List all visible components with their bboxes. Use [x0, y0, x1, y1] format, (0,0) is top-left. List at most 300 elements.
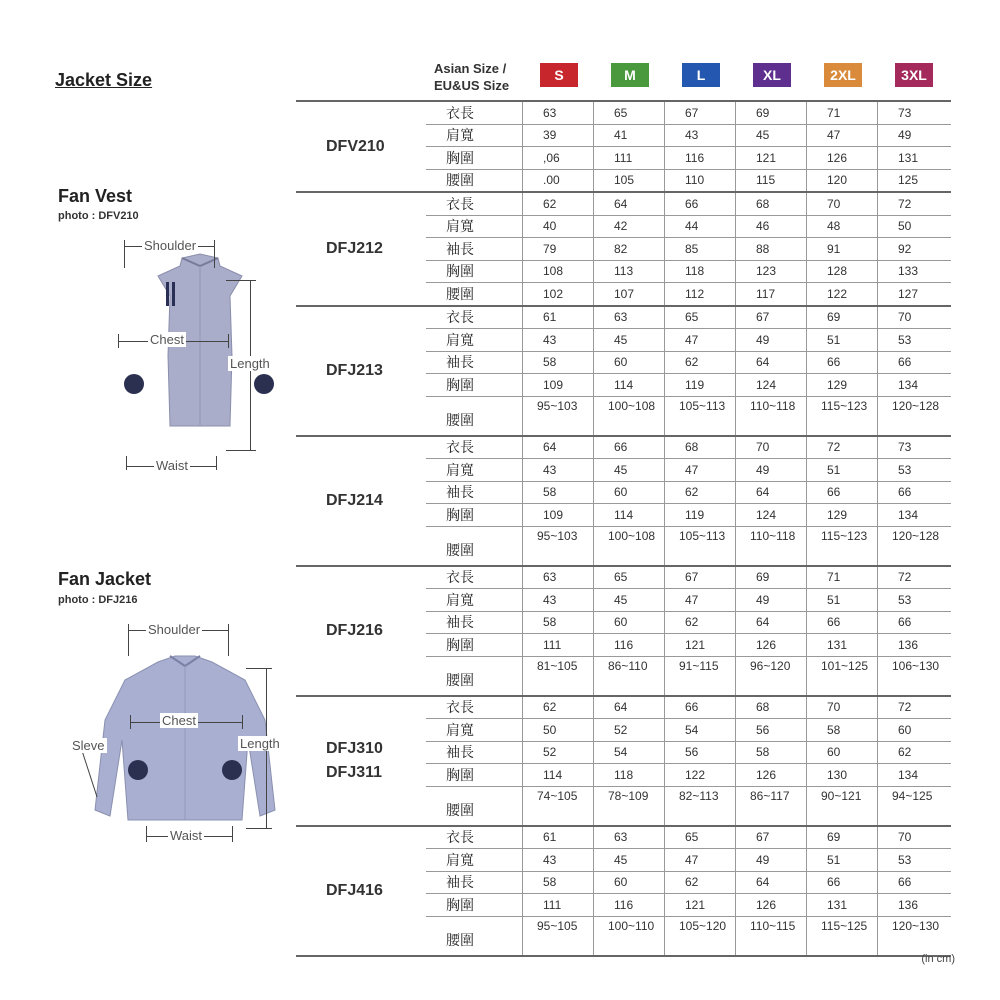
size-value-cell: 53 — [877, 329, 948, 351]
size-value-cell: 51 — [806, 329, 877, 351]
table-row — [426, 872, 951, 895]
size-value-cell: 64 — [593, 697, 664, 719]
size-value-cell: 91 — [806, 238, 877, 260]
size-value-cell: 60 — [593, 612, 664, 634]
size-value-cell: 71 — [806, 567, 877, 589]
size-value-cell: 126 — [735, 894, 806, 916]
size-value-cell: 69 — [806, 307, 877, 329]
size-value-cell: 63 — [522, 567, 593, 589]
vest-measurement-figure — [110, 236, 290, 476]
size-value-cell: 50 — [877, 216, 948, 238]
model-block — [296, 305, 951, 435]
table-row — [426, 634, 951, 657]
size-value-cell: 85 — [664, 238, 735, 260]
model-name: DFJ214 — [326, 491, 383, 509]
size-value-cell: 124 — [735, 374, 806, 396]
size-value-cell: 70 — [877, 827, 948, 849]
size-value-cell: 133 — [877, 261, 948, 283]
size-value-cell: 117 — [735, 283, 806, 305]
measurement-label: 肩寬 — [446, 591, 474, 608]
size-value-cell: 65 — [664, 307, 735, 329]
measurement-label: 腰圍 — [446, 671, 474, 688]
size-value-cell: 126 — [735, 634, 806, 656]
size-value-cell: 51 — [806, 589, 877, 611]
size-badge-l: L — [682, 63, 720, 87]
size-value-cell: 65 — [664, 827, 735, 849]
size-value-cell: 64 — [735, 482, 806, 504]
measurement-label: 袖長 — [446, 744, 474, 761]
size-value-cell: 94~125 — [877, 787, 948, 825]
size-value-cell: 49 — [735, 329, 806, 351]
size-value-cell: 131 — [806, 634, 877, 656]
measurement-label: 衣長 — [446, 309, 474, 326]
size-value-cell: 64 — [522, 437, 593, 459]
size-value-cell: 68 — [735, 697, 806, 719]
vest-waist-label: Waist — [156, 458, 189, 473]
size-value-cell: 63 — [522, 102, 593, 124]
size-value-cell: 134 — [877, 764, 948, 786]
measurement-label: 胸圍 — [446, 766, 474, 783]
size-value-cell: 52 — [593, 719, 664, 741]
table-row — [426, 589, 951, 612]
size-badge-s: S — [540, 63, 578, 87]
size-value-cell: 73 — [877, 437, 948, 459]
size-value-cell: 39 — [522, 125, 593, 147]
table-row — [426, 307, 951, 330]
size-value-cell: 69 — [735, 567, 806, 589]
model-block — [296, 100, 951, 191]
size-value-cell: 64 — [735, 352, 806, 374]
size-value-cell: 62 — [877, 742, 948, 764]
table-row — [426, 482, 951, 505]
vest-chest-label: Chest — [150, 332, 184, 347]
size-value-cell: 115~123 — [806, 397, 877, 435]
measurement-label: 腰圍 — [446, 285, 474, 302]
size-value-cell: 119 — [664, 504, 735, 526]
size-value-cell: 109 — [522, 504, 593, 526]
size-value-cell: 130 — [806, 764, 877, 786]
size-value-cell: 43 — [664, 125, 735, 147]
size-value-cell: 121 — [664, 894, 735, 916]
size-value-cell: 61 — [522, 307, 593, 329]
measurement-label: 袖長 — [446, 874, 474, 891]
size-value-cell: 131 — [806, 894, 877, 916]
size-value-cell: 114 — [522, 764, 593, 786]
jacket-measurement-figure — [70, 620, 300, 850]
size-value-cell: 45 — [593, 589, 664, 611]
size-value-cell: 111 — [522, 634, 593, 656]
size-value-cell: 40 — [522, 216, 593, 238]
model-name: DFJ416 — [326, 881, 383, 899]
measurement-label: 衣長 — [446, 104, 474, 121]
size-badge-xl: XL — [753, 63, 791, 87]
measurement-label: 肩寬 — [446, 721, 474, 738]
vest-photo-caption: photo : DFV210 — [58, 210, 139, 222]
measurement-label: 衣長 — [446, 829, 474, 846]
size-value-cell: 45 — [735, 125, 806, 147]
size-value-cell: 136 — [877, 634, 948, 656]
size-value-cell: 78~109 — [593, 787, 664, 825]
table-row — [426, 742, 951, 765]
size-value-cell: 121 — [664, 634, 735, 656]
size-value-cell: 115~125 — [806, 917, 877, 955]
size-value-cell: 122 — [806, 283, 877, 305]
size-value-cell: 82 — [593, 238, 664, 260]
table-row — [426, 527, 951, 565]
size-value-cell: 56 — [735, 719, 806, 741]
model-name: DFJ213 — [326, 361, 383, 379]
measurement-label: 胸圍 — [446, 636, 474, 653]
jacket-shoulder-label: Shoulder — [148, 622, 201, 637]
table-row — [426, 894, 951, 917]
size-value-cell: ,06 — [522, 147, 593, 169]
table-row — [426, 147, 951, 170]
measurement-label: 衣長 — [446, 569, 474, 586]
size-value-cell: 111 — [593, 147, 664, 169]
size-value-cell: 79 — [522, 238, 593, 260]
size-value-cell: 95~103 — [522, 397, 593, 435]
size-value-cell: 67 — [664, 567, 735, 589]
size-value-cell: 66 — [877, 612, 948, 634]
vest-section-title: Fan Vest — [58, 186, 133, 206]
size-value-cell: 72 — [877, 697, 948, 719]
size-badge-m: M — [611, 63, 649, 87]
size-value-cell: 66 — [877, 482, 948, 504]
measurement-label: 腰圍 — [446, 541, 474, 558]
size-value-cell: 123 — [735, 261, 806, 283]
size-value-cell: 72 — [806, 437, 877, 459]
size-chart-table — [296, 58, 951, 957]
size-value-cell: .00 — [522, 170, 593, 192]
size-value-cell: 47 — [806, 125, 877, 147]
size-value-cell: 60 — [877, 719, 948, 741]
table-row — [426, 238, 951, 261]
size-value-cell: 67 — [735, 307, 806, 329]
measurement-label: 腰圍 — [446, 411, 474, 428]
size-value-cell: 62 — [522, 697, 593, 719]
size-value-cell: 60 — [806, 742, 877, 764]
size-value-cell: 62 — [664, 872, 735, 894]
jacket-waist-label: Waist — [170, 828, 203, 843]
size-value-cell: 74~105 — [522, 787, 593, 825]
size-value-cell: 110~118 — [735, 527, 806, 565]
size-value-cell: 53 — [877, 459, 948, 481]
model-block — [296, 565, 951, 695]
model-name: DFV210 — [326, 137, 385, 155]
jacket-length-label: Length — [240, 736, 280, 751]
measurement-label: 袖長 — [446, 484, 474, 501]
size-value-cell: 47 — [664, 589, 735, 611]
model-block — [296, 825, 951, 955]
size-value-cell: 112 — [664, 283, 735, 305]
table-row — [426, 612, 951, 635]
size-value-cell: 47 — [664, 329, 735, 351]
size-value-cell: 67 — [735, 827, 806, 849]
table-row — [426, 397, 951, 435]
size-value-cell: 63 — [593, 827, 664, 849]
size-value-cell: 62 — [664, 612, 735, 634]
jacket-photo-caption: photo : DFJ216 — [58, 594, 138, 606]
size-value-cell: 81~105 — [522, 657, 593, 695]
size-value-cell: 68 — [735, 193, 806, 215]
size-value-cell: 42 — [593, 216, 664, 238]
size-value-cell: 58 — [522, 612, 593, 634]
table-row — [426, 437, 951, 460]
model-blocks — [296, 100, 951, 955]
vest-length-label: Length — [230, 356, 270, 371]
size-value-cell: 116 — [664, 147, 735, 169]
size-value-cell: 100~108 — [593, 397, 664, 435]
jacket-sleeve-label: Sleve — [72, 738, 105, 753]
size-value-cell: 65 — [593, 102, 664, 124]
size-value-cell: 58 — [522, 352, 593, 374]
size-value-cell: 44 — [664, 216, 735, 238]
size-value-cell: 43 — [522, 329, 593, 351]
table-row — [426, 697, 951, 720]
measurement-label: 胸圍 — [446, 376, 474, 393]
size-value-cell: 69 — [806, 827, 877, 849]
size-value-cell: 47 — [664, 849, 735, 871]
measurement-label: 腰圍 — [446, 931, 474, 948]
size-value-cell: 134 — [877, 374, 948, 396]
size-value-cell: 105~113 — [664, 527, 735, 565]
size-value-cell: 119 — [664, 374, 735, 396]
table-row — [426, 459, 951, 482]
size-value-cell: 114 — [593, 374, 664, 396]
size-value-cell: 100~108 — [593, 527, 664, 565]
size-value-cell: 58 — [522, 482, 593, 504]
size-value-cell: 134 — [877, 504, 948, 526]
size-value-cell: 96~120 — [735, 657, 806, 695]
size-value-cell: 43 — [522, 589, 593, 611]
size-value-cell: 66 — [877, 872, 948, 894]
size-value-cell: 51 — [806, 849, 877, 871]
size-value-cell: 100~110 — [593, 917, 664, 955]
size-value-cell: 45 — [593, 459, 664, 481]
size-value-cell: 66 — [664, 697, 735, 719]
size-value-cell: 120~128 — [877, 397, 948, 435]
size-value-cell: 64 — [735, 612, 806, 634]
measurement-label: 肩寬 — [446, 127, 474, 144]
size-value-cell: 116 — [593, 634, 664, 656]
size-value-cell: 105~120 — [664, 917, 735, 955]
size-value-cell: 102 — [522, 283, 593, 305]
size-value-cell: 68 — [664, 437, 735, 459]
table-bottom-rule — [296, 955, 951, 957]
table-row — [426, 657, 951, 695]
size-value-cell: 66 — [664, 193, 735, 215]
table-row — [426, 352, 951, 375]
size-value-cell: 67 — [664, 102, 735, 124]
table-row — [426, 849, 951, 872]
model-block — [296, 695, 951, 825]
size-value-cell: 69 — [735, 102, 806, 124]
size-value-cell: 131 — [877, 147, 948, 169]
size-value-cell: 91~115 — [664, 657, 735, 695]
size-value-cell: 90~121 — [806, 787, 877, 825]
size-value-cell: 129 — [806, 374, 877, 396]
size-value-cell: 45 — [593, 849, 664, 871]
jacket-chest-label: Chest — [162, 713, 196, 728]
size-value-cell: 126 — [735, 764, 806, 786]
measurement-label: 肩寬 — [446, 218, 474, 235]
size-value-cell: 108 — [522, 261, 593, 283]
size-value-cell: 72 — [877, 567, 948, 589]
size-value-cell: 116 — [593, 894, 664, 916]
size-value-cell: 43 — [522, 459, 593, 481]
size-value-cell: 71 — [806, 102, 877, 124]
size-value-cell: 106~130 — [877, 657, 948, 695]
measurement-label: 腰圍 — [446, 172, 474, 189]
size-value-cell: 72 — [877, 193, 948, 215]
size-system-label — [434, 60, 509, 94]
size-value-cell: 136 — [877, 894, 948, 916]
size-value-cell: 127 — [877, 283, 948, 305]
size-value-cell: 58 — [735, 742, 806, 764]
jacket-section-title: Fan Jacket — [58, 569, 152, 589]
size-value-cell: 101~125 — [806, 657, 877, 695]
table-row — [426, 374, 951, 397]
model-name: DFJ310 DFJ311 — [326, 739, 383, 781]
table-row — [426, 193, 951, 216]
size-value-cell: 49 — [735, 849, 806, 871]
size-system-label-line1: Asian Size / — [434, 61, 507, 76]
size-value-cell: 51 — [806, 459, 877, 481]
table-row — [426, 261, 951, 284]
measurement-label: 袖長 — [446, 354, 474, 371]
size-value-cell: 66 — [806, 872, 877, 894]
size-value-cell: 66 — [806, 352, 877, 374]
size-value-cell: 47 — [664, 459, 735, 481]
size-value-cell: 49 — [735, 459, 806, 481]
table-row — [426, 764, 951, 787]
size-value-cell: 54 — [593, 742, 664, 764]
measurement-label: 胸圍 — [446, 896, 474, 913]
size-value-cell: 88 — [735, 238, 806, 260]
size-value-cell: 58 — [522, 872, 593, 894]
table-row — [426, 719, 951, 742]
size-value-cell: 120~128 — [877, 527, 948, 565]
table-row — [426, 283, 951, 305]
size-value-cell: 56 — [664, 742, 735, 764]
size-badge-3xl: 3XL — [895, 63, 933, 87]
size-value-cell: 62 — [522, 193, 593, 215]
size-value-cell: 115~123 — [806, 527, 877, 565]
measurement-label: 胸圍 — [446, 506, 474, 523]
size-value-cell: 61 — [522, 827, 593, 849]
size-value-cell: 60 — [593, 352, 664, 374]
size-value-cell: 70 — [735, 437, 806, 459]
size-value-cell: 53 — [877, 589, 948, 611]
page-title: Jacket Size — [55, 70, 153, 90]
size-value-cell: 95~105 — [522, 917, 593, 955]
size-value-cell: 49 — [735, 589, 806, 611]
measurement-label: 肩寬 — [446, 461, 474, 478]
size-value-cell: 62 — [664, 352, 735, 374]
size-value-cell: 66 — [593, 437, 664, 459]
model-block — [296, 435, 951, 565]
size-value-cell: 111 — [522, 894, 593, 916]
model-name: DFJ216 — [326, 621, 383, 639]
size-value-cell: 122 — [664, 764, 735, 786]
measurement-label: 衣長 — [446, 699, 474, 716]
size-value-cell: 70 — [877, 307, 948, 329]
measurement-label: 腰圍 — [446, 801, 474, 818]
size-value-cell: 64 — [735, 872, 806, 894]
size-value-cell: 105~113 — [664, 397, 735, 435]
measurement-label: 胸圍 — [446, 263, 474, 280]
measurement-label: 肩寬 — [446, 851, 474, 868]
model-name: DFJ212 — [326, 239, 383, 257]
size-value-cell: 129 — [806, 504, 877, 526]
size-value-cell: 125 — [877, 170, 948, 192]
size-value-cell: 66 — [806, 482, 877, 504]
size-value-cell: 118 — [664, 261, 735, 283]
size-value-cell: 50 — [522, 719, 593, 741]
table-row — [426, 504, 951, 527]
size-value-cell: 63 — [593, 307, 664, 329]
measurement-label: 衣長 — [446, 195, 474, 212]
size-value-cell: 66 — [877, 352, 948, 374]
table-row — [426, 102, 951, 125]
size-value-cell: 121 — [735, 147, 806, 169]
table-row — [426, 329, 951, 352]
size-badge-2xl: 2XL — [824, 63, 862, 87]
size-value-cell: 110~118 — [735, 397, 806, 435]
size-value-cell: 45 — [593, 329, 664, 351]
size-value-cell: 43 — [522, 849, 593, 871]
measurement-label: 袖長 — [446, 614, 474, 631]
size-value-cell: 49 — [877, 125, 948, 147]
size-value-cell: 70 — [806, 697, 877, 719]
size-value-cell: 120~130 — [877, 917, 948, 955]
size-value-cell: 128 — [806, 261, 877, 283]
size-value-cell: 60 — [593, 872, 664, 894]
size-value-cell: 105 — [593, 170, 664, 192]
size-header-row — [296, 58, 951, 100]
size-system-label-line2: EU&US Size — [434, 78, 510, 93]
measurement-label: 胸圍 — [446, 149, 474, 166]
measurement-label: 衣長 — [446, 439, 474, 456]
unit-note: (in cm) — [921, 953, 955, 965]
size-value-cell: 41 — [593, 125, 664, 147]
table-row — [426, 125, 951, 148]
size-value-cell: 115 — [735, 170, 806, 192]
size-value-cell: 52 — [522, 742, 593, 764]
table-row — [426, 787, 951, 825]
size-value-cell: 66 — [806, 612, 877, 634]
table-row — [426, 917, 951, 955]
size-value-cell: 65 — [593, 567, 664, 589]
table-row — [426, 216, 951, 239]
size-value-cell: 53 — [877, 849, 948, 871]
size-value-cell: 113 — [593, 261, 664, 283]
size-value-cell: 54 — [664, 719, 735, 741]
size-value-cell: 60 — [593, 482, 664, 504]
measurement-label: 肩寬 — [446, 331, 474, 348]
size-value-cell: 82~113 — [664, 787, 735, 825]
size-value-cell: 86~110 — [593, 657, 664, 695]
size-value-cell: 110 — [664, 170, 735, 192]
size-value-cell: 86~117 — [735, 787, 806, 825]
size-value-cell: 70 — [806, 193, 877, 215]
size-value-cell: 73 — [877, 102, 948, 124]
size-value-cell: 120 — [806, 170, 877, 192]
size-value-cell: 58 — [806, 719, 877, 741]
vest-shoulder-label: Shoulder — [144, 238, 197, 253]
size-value-cell: 114 — [593, 504, 664, 526]
size-value-cell: 62 — [664, 482, 735, 504]
